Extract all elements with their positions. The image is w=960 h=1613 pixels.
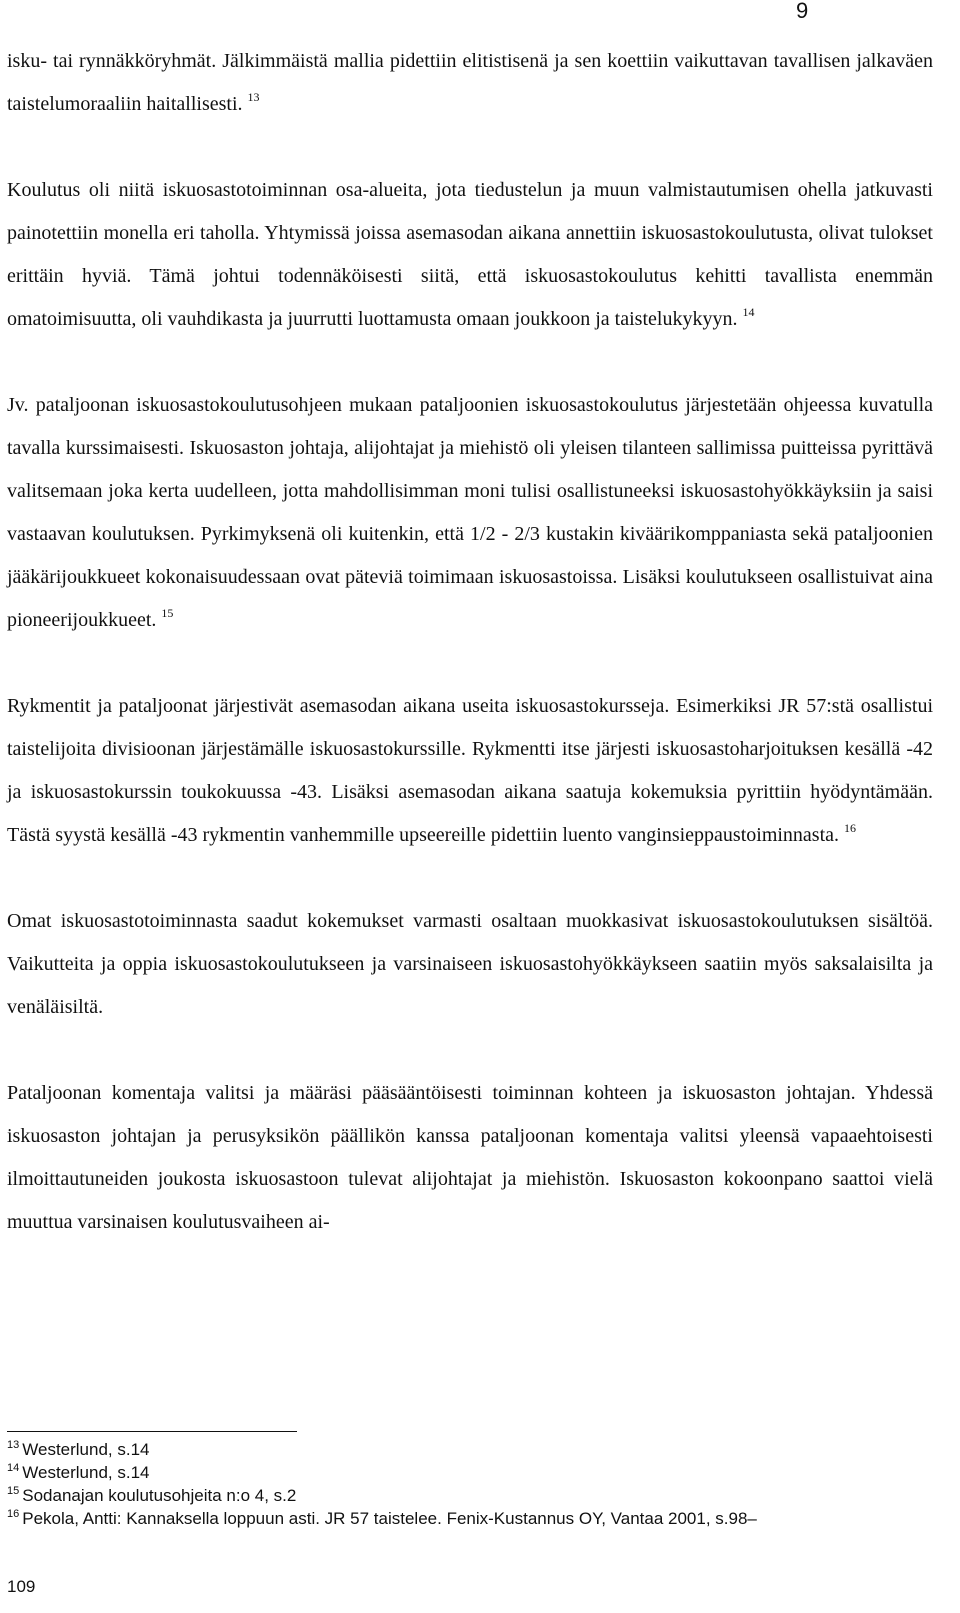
paragraph-1 <box>7 40 933 126</box>
footnote-text: Pekola, Antti: Kannaksella loppuun asti. JR 57 taistelee. Fenix-Kustannus OY, Vantaa 2001, s.98– <box>22 1509 757 1528</box>
paragraph-6 <box>7 1072 933 1244</box>
footnote-number: 14 <box>7 1462 20 1474</box>
page-number: 9 <box>796 0 809 23</box>
paragraph-text: Omat iskuosastotoiminnasta saadut kokemukset varmasti osaltaan muokkasivat iskuosastokoulutuksen sisältöä. Vaikutteita ja oppia iskuosastokoulutukseen ja varsinaiseen iskuosastohyökkäykseen saatiin myös saksalaisilta ja venäläisiltä. <box>7 910 933 1018</box>
paragraph-text: Rykmentit ja pataljoonat järjestivät asemasodan aikana useita iskuosastokursseja. Esimerkiksi JR 57:stä osallistui taistelijoita divisioonan järjestämälle iskuosastokurssille. Rykmentti itse järjesti iskuosastoharjoituksen kesällä -42 ja iskuosastokurssin toukokuussa -43. Lisäksi asemasodan aikana saatuja kokemuksia pyrittiin hyödyntämään. Tästä syystä kesällä -43 rykmentin vanhemmille upseereille pidettiin luento vanginsieppaustoiminnasta. <box>7 695 933 846</box>
footnote-text: Westerlund, s.14 <box>22 1440 150 1459</box>
footnote-ref-14[interactable]: 14 <box>742 305 755 319</box>
footnote-ref-16[interactable]: 16 <box>844 821 857 835</box>
footnote-text: Sodanajan koulutusohjeita n:o 4, s.2 <box>22 1486 297 1505</box>
paragraph-3 <box>7 384 933 642</box>
footnote-ref-15[interactable]: 15 <box>161 606 174 620</box>
footnotes <box>7 1438 937 1530</box>
footnote-13 <box>7 1438 937 1461</box>
body-text <box>7 40 933 1287</box>
paragraph-text: Pataljoonan komentaja valitsi ja määräsi pääsääntöisesti toiminnan kohteen ja iskuosaston johtajan. Yhdessä iskuosaston johtajan ja perusyksikön päällikön kanssa pataljoonan komentaja valitsi yleensä vapaaehtoisesti ilmoittautuneiden joukosta iskuosastoon tulevat alijohtajat ja miehistön. Iskuosaston kokoonpano saattoi vielä muuttua varsinaisen koulutusvaiheen ai- <box>7 1082 933 1233</box>
footnote-number: 13 <box>7 1439 20 1451</box>
footnote-16 <box>7 1507 937 1530</box>
paragraph-4 <box>7 685 933 857</box>
paragraph-5 <box>7 900 933 1029</box>
paragraph-2 <box>7 169 933 341</box>
footnote-15 <box>7 1484 937 1507</box>
footnote-14 <box>7 1461 937 1484</box>
footnote-ref-13[interactable]: 13 <box>247 90 260 104</box>
footnote-text: Westerlund, s.14 <box>22 1463 150 1482</box>
footnote-divider <box>7 1431 297 1432</box>
paragraph-text: Jv. pataljoonan iskuosastokoulutusohjeen mukaan pataljoonien iskuosastokoulutus järjestetään ohjeessa kuvatulla tavalla kurssimaisesti. Iskuosaston johtaja, alijohtajat ja miehistö oli yleisen tilanteen sallimissa puitteissa pyrittävä valitsemaan joka kerta uudelleen, jotta mahdollisimman moni tulisi osallistuneeksi iskuosastohyökkäyksiin ja saisi vastaavan koulutuksen. Pyrkimyksenä oli kuitenkin, että 1/2 - 2/3 kustakin kiväärikomppaniasta sekä pataljoonien jääkärijoukkueet kokonaisuudessaan ovat päteviä toimimaan iskuosastoissa. Lisäksi koulutukseen osallistuivat aina pioneerijoukkueet. <box>7 394 933 631</box>
paragraph-text: isku- tai rynnäkköryhmät. Jälkimmäistä mallia pidettiin elitistisenä ja sen koettiin vaikuttavan tavallisen jalkaväen taistelumoraaliin haitallisesti. <box>7 50 933 115</box>
footnote-number: 16 <box>7 1508 20 1520</box>
footnote-number: 15 <box>7 1485 20 1497</box>
footer-number: 109 <box>7 1577 36 1596</box>
paragraph-text: Koulutus oli niitä iskuosastotoiminnan osa-alueita, jota tiedustelun ja muun valmistautumisen ohella jatkuvasti painotettiin monella eri taholla. Yhtymissä joissa asemasodan aikana annettiin iskuosastokoulutusta, olivat tulokset erittäin hyviä. Tämä johtui todennäköisesti siitä, että iskuosastokoulutus kehitti tavallista enemmän omatoimisuutta, oli vauhdikasta ja juurrutti luottamusta omaan joukkoon ja taistelukykyyn. <box>7 179 933 330</box>
